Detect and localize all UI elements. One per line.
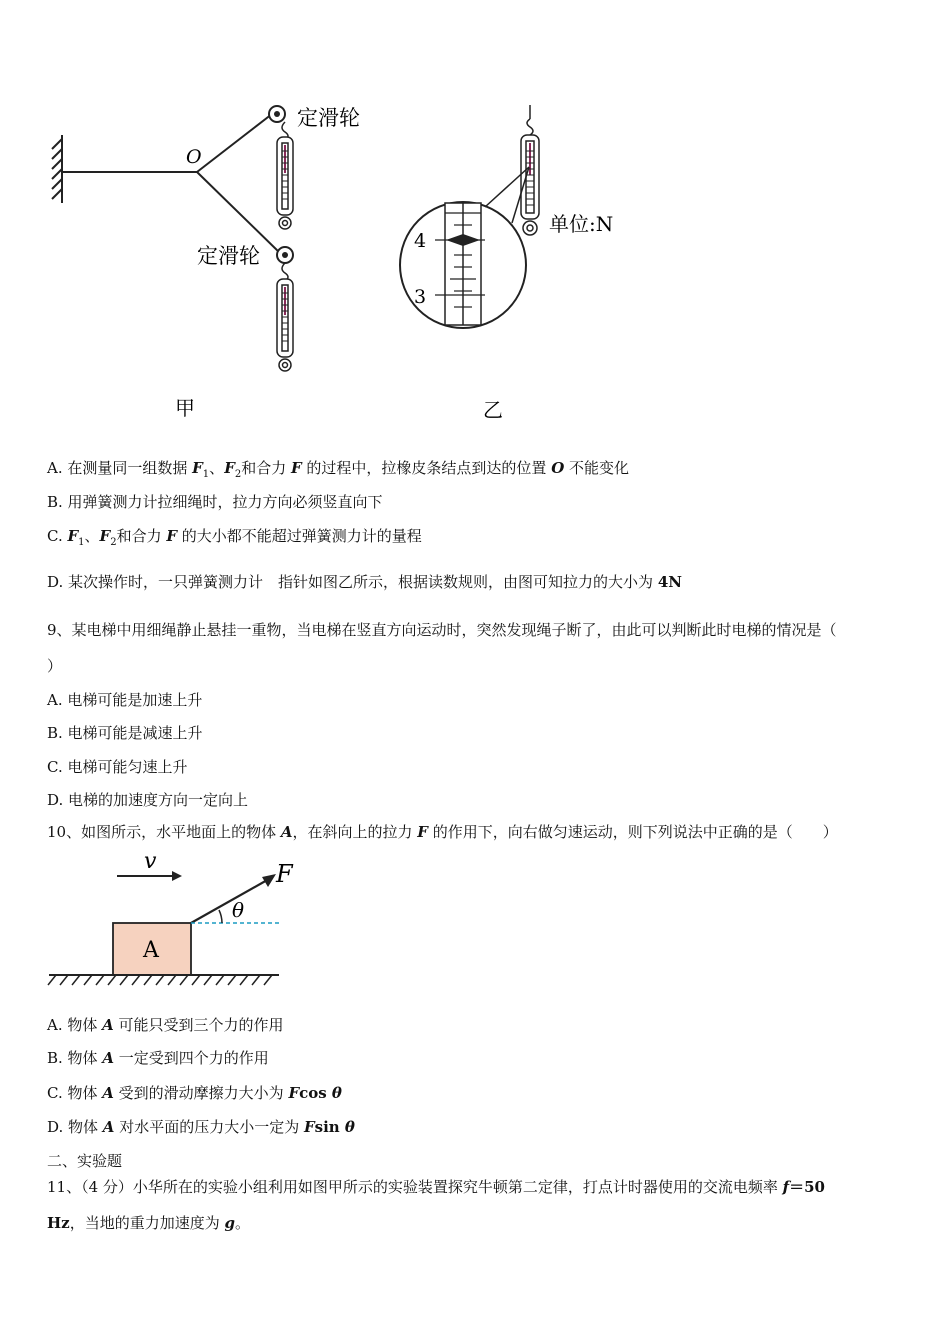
q9-stem-end: ）	[47, 657, 63, 675]
q8-option-b: B. 用弹簧测力计拉细绳时，拉力方向必须竖直向下	[47, 493, 383, 511]
label-unit: 单位:N	[549, 212, 614, 236]
label-theta: θ	[232, 898, 245, 922]
tick-4: 4	[414, 230, 427, 252]
q10-stem: 10、如图所示，水平地面上的物体 A，在斜向上的拉力 F 的作用下，向右做匀速运动，则下列说法中正确的是（ ）	[47, 823, 838, 841]
q8-option-a: A. 在测量同一组数据 $F_1$、$F_2$和合力 F 的过程中，拉橡皮条结点到达的位置 O 不能变化	[47, 459, 630, 480]
q9-option-c: C. 电梯可能匀速上升	[47, 758, 188, 776]
label-force-f: F	[276, 860, 293, 888]
q8-option-c: C. $F_1$、$F_2$和合力 F 的大小都不能超过弹簧测力计的量程	[47, 527, 422, 548]
q8-option-d: D. 某次操作时，一只弹簧测力计 指针如图乙所示，根据读数规则，由图可知拉力的大小为 4N	[47, 573, 682, 591]
label-velocity: v	[144, 850, 157, 874]
caption-right: 乙	[483, 398, 503, 422]
q9-option-d: D. 电梯的加速度方向一定向上	[47, 791, 249, 809]
q9-option-b: B. 电梯可能是减速上升	[47, 724, 203, 742]
q9-option-a: A. 电梯可能是加速上升	[47, 691, 203, 709]
q11-line1: 11、（4 分）小华所在的实验小组利用如图甲所示的实验装置探究牛顿第二定律，打点计时器使用的交流电频率 f＝50	[47, 1178, 825, 1196]
label-pulley-bottom: 定滑轮	[197, 244, 260, 268]
figure-spring-scales	[40, 95, 680, 425]
label-point-o: O	[186, 146, 202, 168]
tick-3: 3	[414, 286, 427, 308]
q10-option-b: B. 物体 A 一定受到四个力的作用	[47, 1049, 269, 1067]
q10-option-a: A. 物体 A 可能只受到三个力的作用	[47, 1016, 284, 1034]
q10-option-d: D. 物体 A 对水平面的压力大小一定为 Fsin θ	[47, 1118, 355, 1136]
label-block-a: A	[143, 938, 159, 963]
q11-line2: Hz，当地的重力加速度为 g。	[47, 1214, 250, 1232]
caption-left: 甲	[175, 396, 195, 420]
label-pulley-top: 定滑轮	[297, 106, 360, 130]
figure-block-force	[44, 850, 294, 990]
section-title: 二、实验题	[47, 1152, 123, 1170]
q9-stem: 9、某电梯中用细绳静止悬挂一重物，当电梯在竖直方向运动时，突然发现绳子断了，由此可以判断此时电梯的情况是（	[47, 621, 837, 639]
q10-option-c: C. 物体 A 受到的滑动摩擦力大小为 Fcos θ	[47, 1084, 342, 1102]
